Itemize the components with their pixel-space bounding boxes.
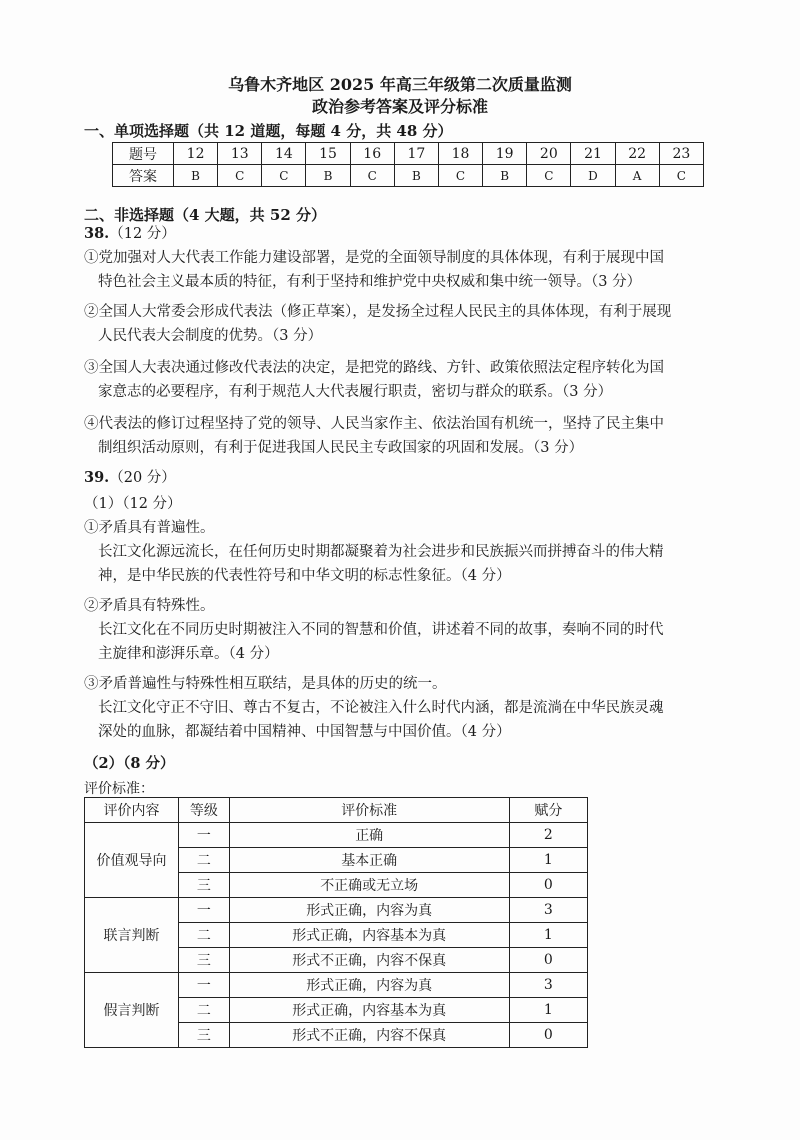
evaluation-standard: 基本正确 [229,848,509,873]
evaluation-standard: 形式正确，内容基本为真 [229,998,509,1023]
q39-point-1-line-2: 神，是中华民族的代表性符号和中华文明的标志性象征。（4 分） [98,568,511,584]
q38-point-1 [84,246,744,294]
evaluation-standard: 正确 [229,823,509,848]
evaluation-label: 评价标准： [84,781,154,797]
answer-letter: C [438,165,482,187]
question-number: 21 [571,143,615,165]
question-number: 20 [527,143,571,165]
title-line-2: 政治参考答案及评分标准 [311,97,488,116]
answer-letter: B [174,165,218,187]
question-number: 18 [438,143,482,165]
evaluation-level: 二 [179,848,230,873]
question-number: 15 [306,143,350,165]
evaluation-row [85,823,588,848]
question-number: 19 [483,143,527,165]
question-number: 12 [174,143,218,165]
q39-point-2-line-2: 主旋律和澎湃乐章。（4 分） [98,646,279,662]
evaluation-standard: 不正确或无立场 [229,873,509,898]
q38-number: 38. [84,225,110,242]
q39-score: （20 分） [109,470,176,486]
question-number: 14 [262,143,306,165]
q39-point-3-head: ③矛盾普遍性与特殊性相互联结，是具体的历史的统一。 [84,676,447,692]
q38-point-2-line-2: 人民代表大会制度的优势。（3 分） [98,328,323,344]
section-1-title: 一、单项选择题（共 12 道题，每题 4 分，共 48 分） [84,122,453,140]
evaluation-content: 假言判断 [85,973,179,1048]
evaluation-row [85,898,588,923]
answer-letter: B [394,165,438,187]
evaluation-level: 二 [179,998,230,1023]
q39-point-2-head: ②矛盾具有特殊性。 [84,598,215,614]
q39-point-3-line-2: 深处的血脉，都凝结着中国精神、中国智慧与中国价值。（4 分） [98,724,511,740]
evaluation-standard: 形式正确，内容基本为真 [229,923,509,948]
q38-score: （12 分） [109,226,176,242]
question-number: 17 [394,143,438,165]
evaluation-score: 0 [509,873,587,898]
answer-letter: C [659,165,703,187]
evaluation-standard: 形式不正确，内容不保真 [229,948,509,973]
evaluation-score: 3 [509,973,587,998]
q39-point-3-line-1: 长江文化守正不守旧、尊古不复古，不论被注入什么时代内涵，都是流淌在中华民族灵魂 [98,700,664,716]
answer-letter: B [483,165,527,187]
q38-point-2 [84,300,744,348]
q38-point-3-line-1: ③全国人大表决通过修改代表法的决定，是把党的路线、方针、政策依照法定程序转化为国 [84,360,664,376]
answer-table-answer-row [113,165,704,187]
evaluation-level: 三 [179,1023,230,1048]
answer-letter: D [571,165,615,187]
evaluation-row [85,973,588,998]
evaluation-content: 联言判断 [85,898,179,973]
answer-letter: C [350,165,394,187]
evaluation-level: 二 [179,923,230,948]
q38-point-2-line-1: ②全国人大常委会形成代表法（修正草案），是发扬全过程人民民主的具体体现，有利于展现 [84,304,672,320]
evaluation-standard: 形式不正确，内容不保真 [229,1023,509,1048]
evaluation-score: 1 [509,848,587,873]
question-number: 22 [615,143,659,165]
q39-point-1-head: ①矛盾具有普遍性。 [84,520,215,536]
answer-table [112,142,704,187]
q38-point-1-line-1: ①党加强对人大代表工作能力建设部署，是党的全面领导制度的具体体现，有利于展现中国 [84,250,664,266]
header-score: 赋分 [509,798,587,823]
evaluation-score: 0 [509,1023,587,1048]
evaluation-level: 三 [179,948,230,973]
answer-table-question-row [113,143,704,165]
answer-letter: A [615,165,659,187]
q39-part-1-label: （1）（12 分） [84,496,182,512]
q38-point-3-line-2: 家意志的必要程序，有利于规范人大代表履行职责，密切与群众的联系。（3 分） [98,384,613,400]
evaluation-level: 一 [179,823,230,848]
evaluation-score: 3 [509,898,587,923]
q38-point-4 [84,412,744,460]
q38-point-3 [84,356,744,404]
evaluation-table [84,797,588,1048]
question-number: 13 [218,143,262,165]
answer-letter: C [262,165,306,187]
evaluation-header-row [85,798,588,823]
question-number: 16 [350,143,394,165]
section-2-title: 二、非选择题（4 大题，共 52 分） [84,206,326,224]
evaluation-level: 一 [179,973,230,998]
answer-row-label: 答案 [113,165,174,187]
evaluation-standard: 形式正确，内容为真 [229,973,509,998]
document-header [0,74,800,118]
evaluation-score: 2 [509,823,587,848]
q39-part-1-point-1 [84,516,744,588]
q39-point-2-line-1: 长江文化在不同历史时期被注入不同的智慧和价值，讲述着不同的故事，奏响不同的时代 [98,622,664,638]
q39-part-1-point-2 [84,594,744,666]
title-line-1: 乌鲁木齐地区 2025 年高三年级第二次质量监测 [228,75,572,94]
answer-letter: B [306,165,350,187]
question-number: 23 [659,143,703,165]
q39-part-2-label: （2）（8 分） [84,755,175,772]
answer-letter: C [218,165,262,187]
q39-point-1-line-1: 长江文化源远流长，在任何历史时期都凝聚着为社会进步和民族振兴而拼搏奋斗的伟大精 [98,544,664,560]
question-row-label: 题号 [113,143,174,165]
q38-point-1-line-2: 特色社会主义最本质的特征，有利于坚持和维护党中央权威和集中统一领导。（3 分） [98,274,642,290]
q38-point-4-line-2: 制组织活动原则，有利于促进我国人民民主专政国家的巩固和发展。（3 分） [98,440,584,456]
evaluation-score: 1 [509,923,587,948]
evaluation-standard: 形式正确，内容为真 [229,898,509,923]
answer-letter: C [527,165,571,187]
evaluation-level: 一 [179,898,230,923]
evaluation-level: 三 [179,873,230,898]
q38-point-4-line-1: ④代表法的修订过程坚持了党的领导、人民当家作主、依法治国有机统一，坚持了民主集中 [84,416,664,432]
q38-heading [84,222,176,246]
q39-part-1-point-3 [84,672,744,744]
q39-number: 39. [84,469,110,486]
header-standard: 评价标准 [229,798,509,823]
header-level: 等级 [179,798,230,823]
q39-heading [84,466,176,490]
header-content: 评价内容 [85,798,179,823]
evaluation-content: 价值观导向 [85,823,179,898]
evaluation-score: 1 [509,998,587,1023]
evaluation-score: 0 [509,948,587,973]
